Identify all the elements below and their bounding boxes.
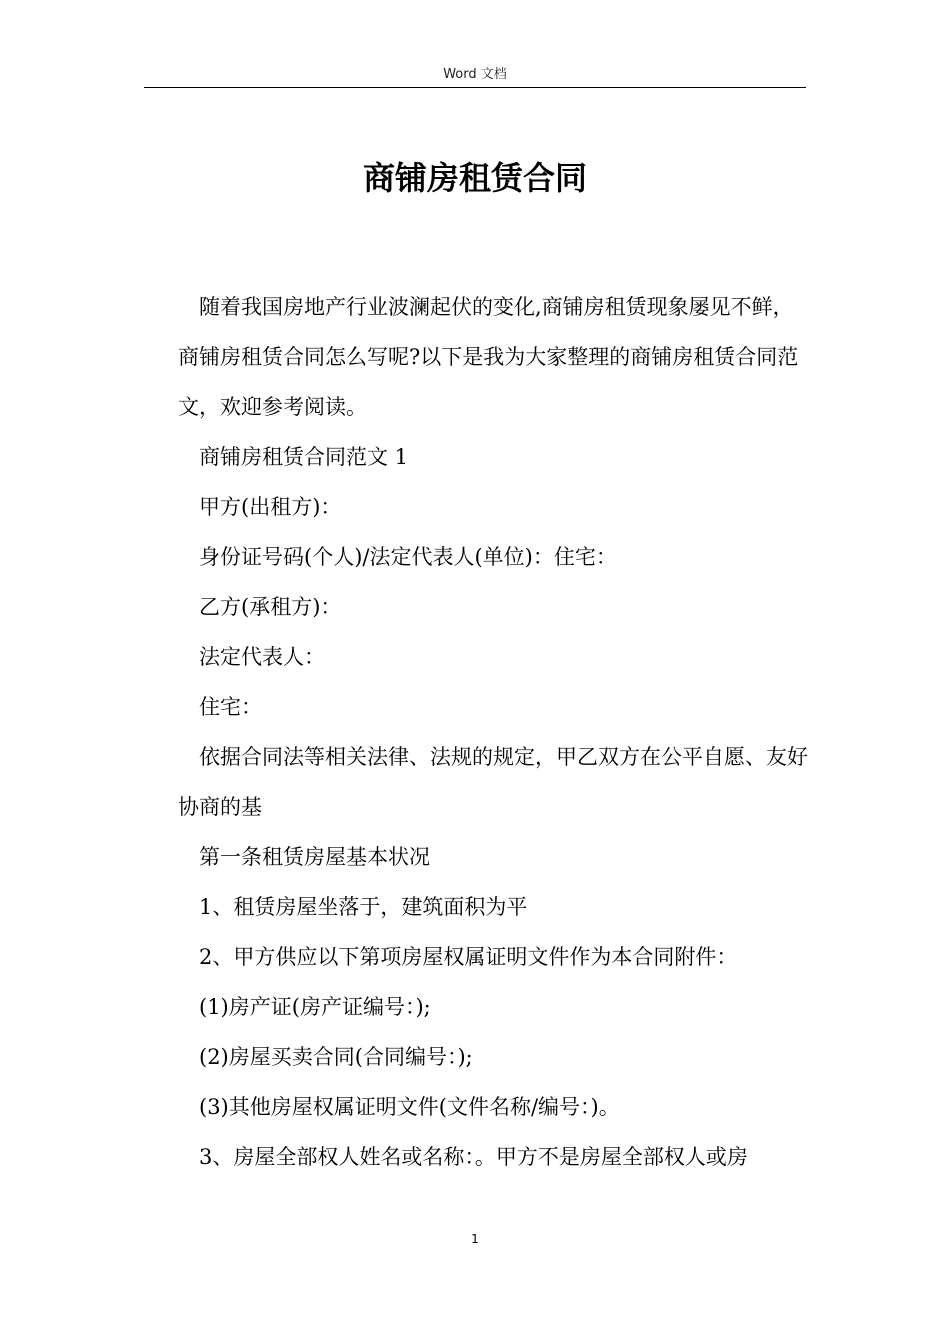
paragraph-intro: 随着我国房地产行业波澜起伏的变化,商铺房租赁现象屡见不鲜，商铺房租赁合同怎么写呢?以下是我为大家整理的商铺房租赁合同范文，欢迎参考阅读。 [178, 295, 799, 419]
paragraph-sub-2: (2)房屋买卖合同(合同编号：); [199, 1045, 473, 1069]
paragraph-item-1: 1、租赁房屋坐落于，建筑面积为平 [199, 895, 528, 919]
header-rule [144, 87, 806, 88]
paragraph-sub-1: (1)房产证(房产证编号：); [199, 995, 431, 1019]
paragraph-party-a: 甲方(出租方)： [199, 495, 342, 519]
page-number: 1 [471, 1232, 479, 1246]
paragraph-legal-rep: 法定代表人： [199, 645, 325, 669]
paragraph-sub-3: (3)其他房屋权属证明文件(文件名称/编号：)。 [199, 1095, 620, 1119]
paragraph-article-one: 第一条租赁房屋基本状况 [199, 845, 430, 869]
paragraph-item-2: 2、甲方供应以下第项房屋权属证明文件作为本合同附件： [199, 945, 738, 969]
paragraph-party-a-id: 身份证号码(个人)/法定代表人(单位)：住宅： [199, 545, 617, 569]
paragraph-residence: 住宅： [199, 695, 262, 719]
paragraph-party-b: 乙方(承租方)： [199, 595, 342, 619]
page-header: Word 文档 [443, 67, 507, 82]
document-title: 商铺房租赁合同 [362, 159, 587, 197]
paragraph-item-3: 3、房屋全部权人姓名或名称：。甲方不是房屋全部权人或房 [199, 1145, 748, 1169]
document-body [178, 282, 812, 1182]
paragraph-basis: 依据合同法等相关法律、法规的规定，甲乙双方在公平自愿、友好协商的基 [178, 745, 808, 819]
paragraph-sample-heading: 商铺房租赁合同范文 1 [199, 445, 409, 469]
